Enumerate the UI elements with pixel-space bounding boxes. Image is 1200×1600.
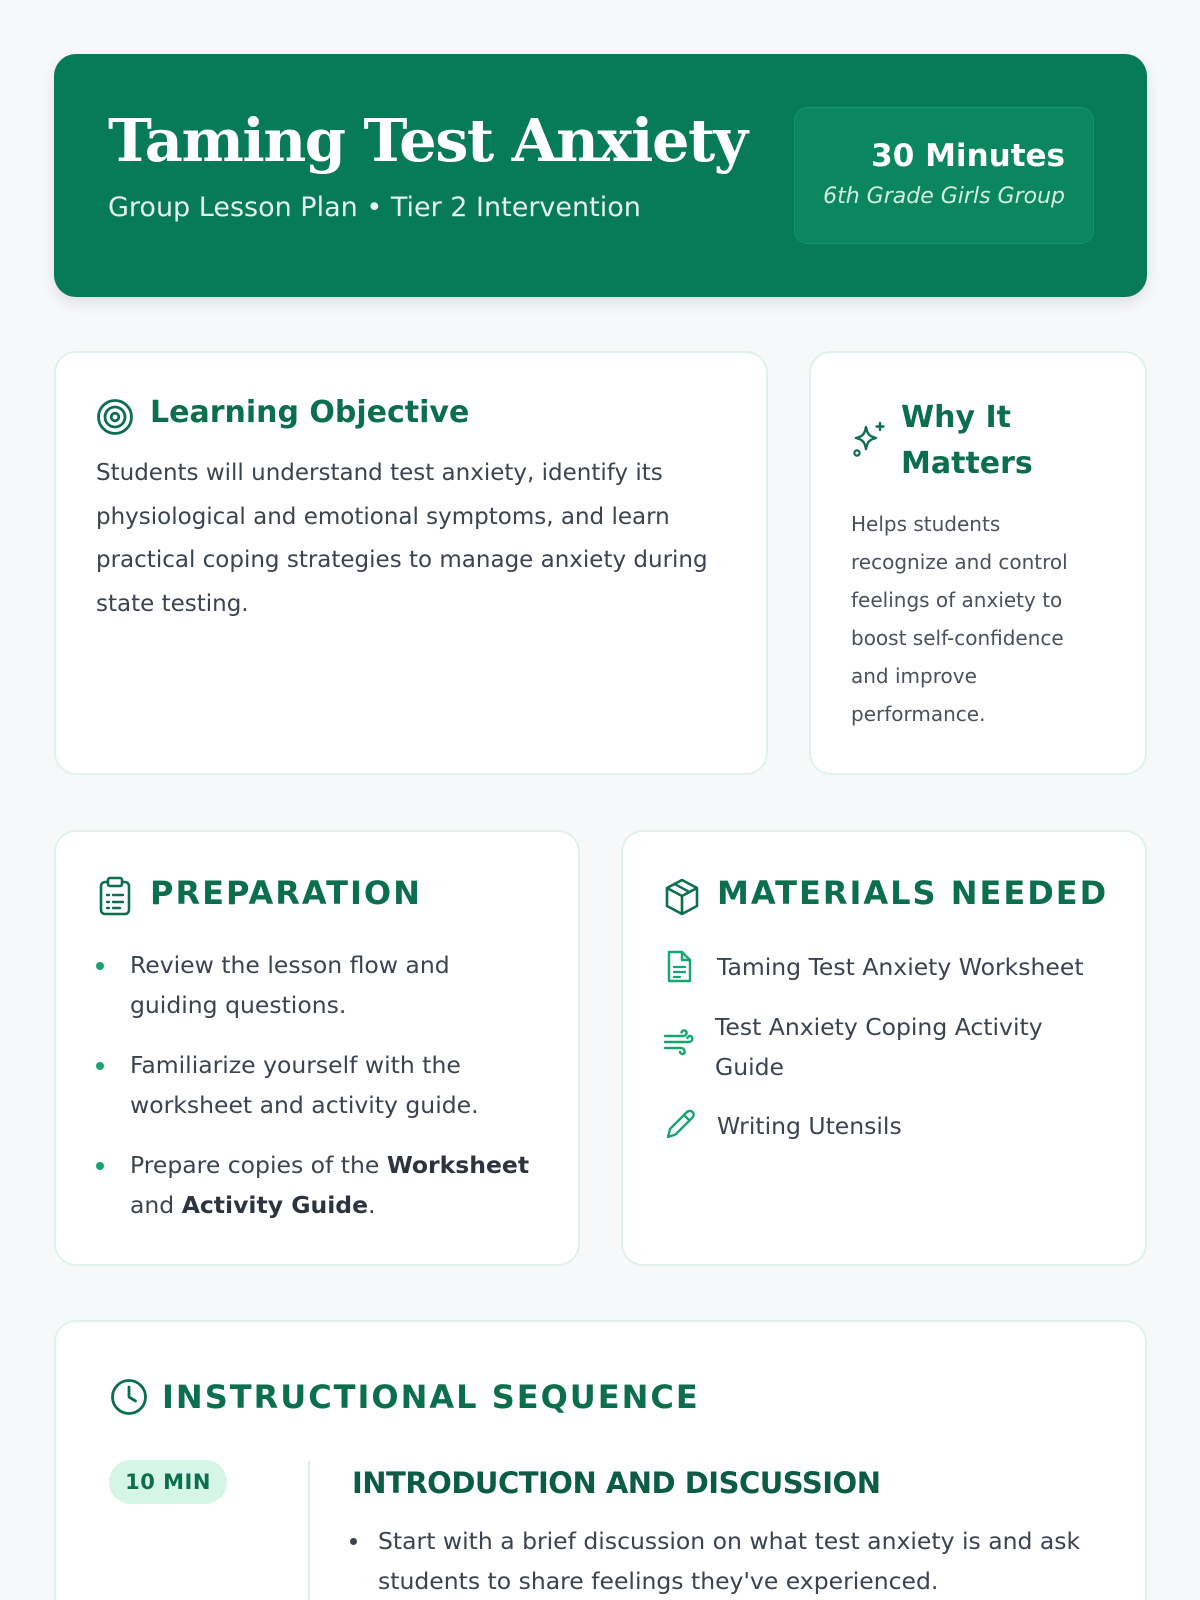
wind-icon bbox=[663, 1028, 695, 1056]
learning-objective-title: Learning Objective bbox=[150, 395, 470, 430]
clipboard-icon bbox=[98, 876, 132, 916]
material-item-worksheet: Taming Test Anxiety Worksheet bbox=[717, 953, 1084, 981]
sparkles-icon bbox=[851, 421, 887, 459]
instructional-sequence-title: INSTRUCTIONAL SEQUENCE bbox=[162, 1378, 700, 1416]
lesson-header bbox=[54, 54, 1147, 297]
why-it-matters-text: Helps students recognize and control feelings of anxiety to boost self-confidence and improve performance. bbox=[851, 512, 1068, 726]
page-subtitle: Group Lesson Plan • Tier 2 Intervention bbox=[108, 192, 641, 223]
list-item: Prepare copies of the Worksheet and Activity Guide. bbox=[96, 1145, 566, 1225]
step-title: INTRODUCTION AND DISCUSSION bbox=[352, 1466, 881, 1500]
step-bullets bbox=[350, 1521, 1110, 1600]
why-it-matters-card bbox=[809, 351, 1147, 775]
learning-objective-text: Students will understand test anxiety, identify its physiological and emotional symptoms, and learn practical coping strategies to manage anxiety during state testing. bbox=[96, 460, 708, 617]
document-icon bbox=[665, 950, 693, 984]
duration-label: 30 Minutes bbox=[871, 138, 1065, 174]
learning-objective-card bbox=[54, 351, 768, 775]
group-label: 6th Grade Girls Group bbox=[823, 184, 1065, 209]
materials-card bbox=[621, 830, 1147, 1266]
timeline-divider bbox=[308, 1461, 310, 1600]
list-item: Start with a brief discussion on what test anxiety is and ask students to share feelings they've experienced. bbox=[350, 1521, 1110, 1600]
material-item-activity-guide: Test Anxiety Coping Activity Guide bbox=[715, 1013, 1043, 1081]
duration-badge bbox=[794, 107, 1094, 244]
materials-title: MATERIALS NEEDED bbox=[717, 874, 1109, 912]
preparation-list bbox=[96, 945, 566, 1245]
list-item: Familiarize yourself with the worksheet and activity guide. bbox=[96, 1045, 566, 1125]
package-icon bbox=[663, 877, 701, 917]
material-item-writing-utensils: Writing Utensils bbox=[717, 1112, 902, 1140]
why-it-matters-title: Why It Matters bbox=[901, 400, 1033, 481]
page-title: Taming Test Anxiety bbox=[108, 106, 747, 175]
list-item: Review the lesson flow and guiding questions. bbox=[96, 945, 566, 1025]
pencil-icon bbox=[663, 1108, 697, 1142]
preparation-card bbox=[54, 830, 580, 1266]
duration-pill: 10 MIN bbox=[109, 1460, 227, 1504]
target-icon bbox=[96, 398, 134, 436]
preparation-title: PREPARATION bbox=[150, 874, 422, 912]
clock-icon bbox=[110, 1378, 148, 1416]
